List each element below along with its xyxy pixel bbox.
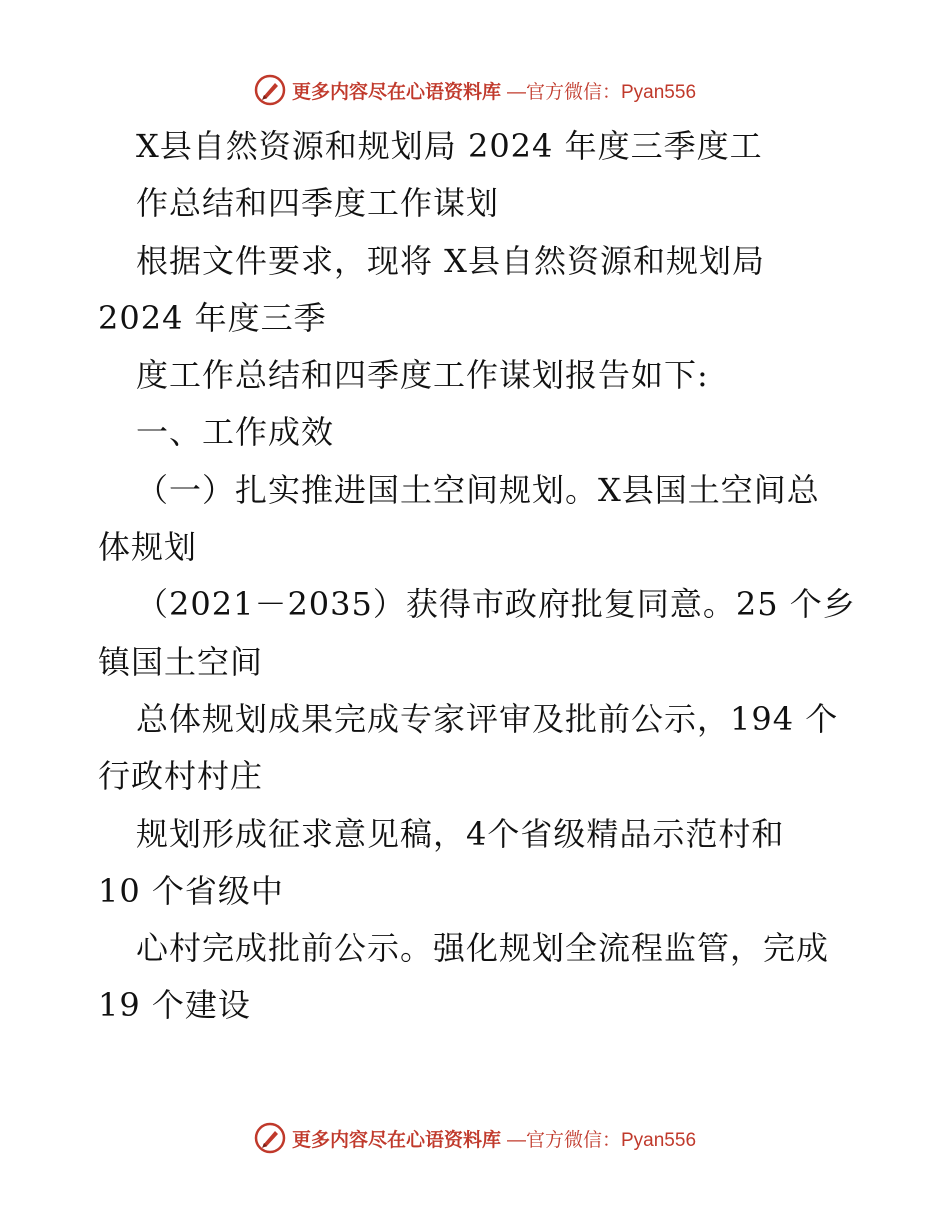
doc-line-4: 2024 年度三季 [98,298,327,337]
doc-line-16: 19 个建设 [98,986,251,1025]
footer-watermark-banner [0,1118,950,1158]
pen-logo-icon [254,1122,286,1154]
header-watermark-banner [0,70,950,110]
footer-banner-main-text: 更多内容尽在心语资料库 [291,1128,501,1151]
pen-logo-icon [254,74,286,106]
doc-line-1: X县自然资源和规划局 2024 年度三季度工 [136,127,763,165]
header-banner-main-text: 更多内容尽在心语资料库 [291,80,501,103]
doc-line-10: 镇国土空间 [98,642,264,681]
doc-line-14: 10 个省级中 [98,871,284,910]
doc-line-8: 体规划 [98,528,198,567]
doc-line-9: （2021－2035）获得市政府批复同意。25 个乡 [136,585,856,624]
doc-line-11: 总体规划成果完成专家评审及批前公示，194 个 [136,699,839,738]
doc-line-5: 度工作总结和四季度工作谋划报告如下: [136,356,709,395]
doc-line-12: 行政村村庄 [98,757,264,796]
doc-line-7: （一）扎实推进国土空间规划。X县国土空间总 [136,470,820,509]
header-banner-sub-text: —官方微信：Pyan556 [507,81,697,103]
document-body [98,118,878,1035]
doc-line-15: 心村完成批前公示。强化规划全流程监管，完成 [136,929,830,968]
doc-line-13: 规划形成征求意见稿，4个省级精品示范村和 [136,814,785,853]
doc-line-2: 作总结和四季度工作谋划 [136,184,500,223]
doc-line-6: 一、工作成效 [136,413,335,452]
doc-line-3: 根据文件要求，现将 X县自然资源和规划局 [136,241,765,280]
header-watermark-inner [254,74,696,106]
footer-watermark-inner [254,1122,696,1154]
footer-banner-sub-text: —官方微信：Pyan556 [507,1129,697,1151]
